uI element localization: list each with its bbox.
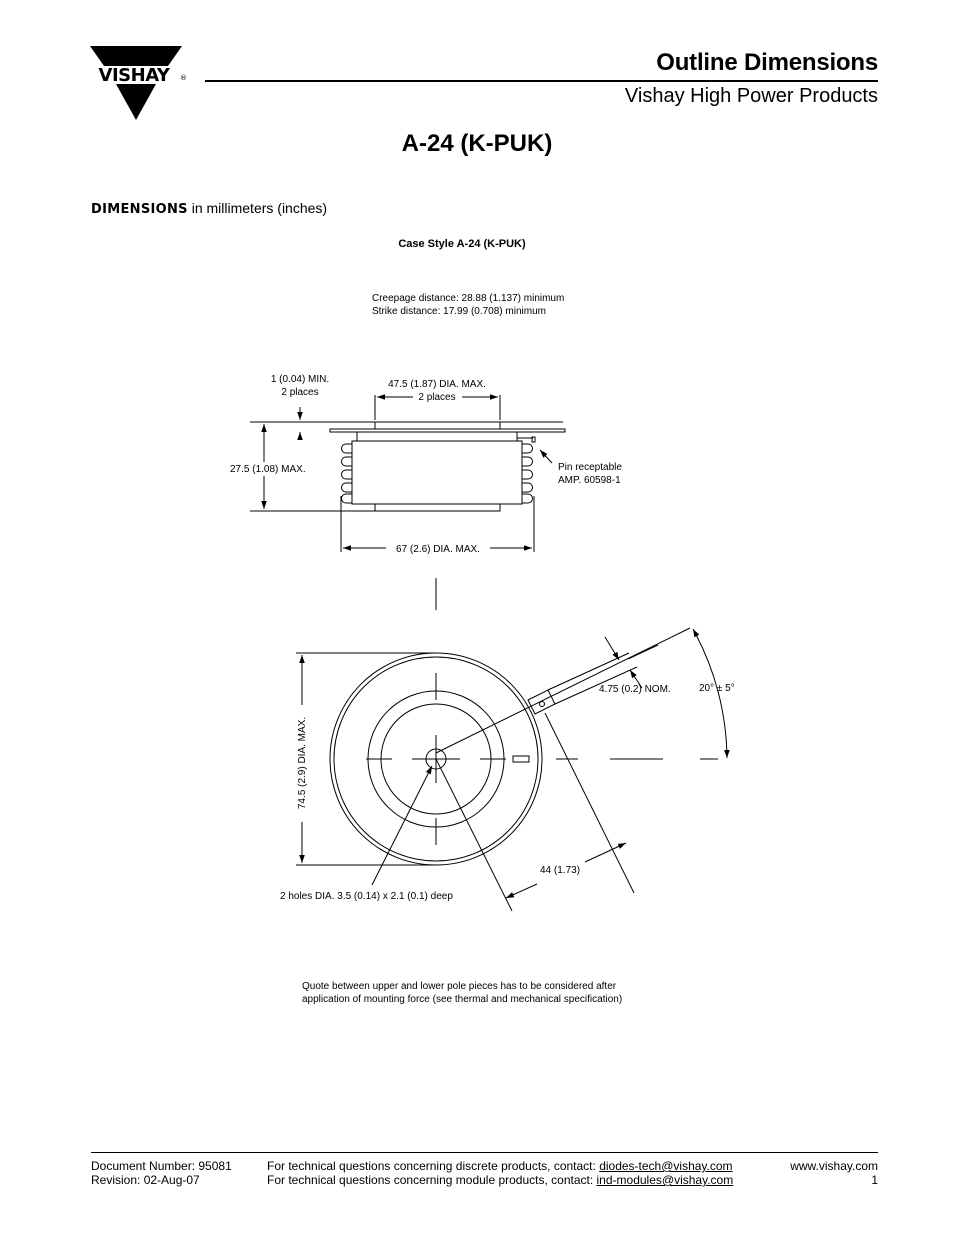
discrete-email-link[interactable]: diodes-tech@vishay.com <box>599 1159 733 1173</box>
document-number: Document Number: 95081 <box>91 1159 232 1173</box>
discrete-contact <box>267 1159 733 1173</box>
revision-date: Revision: 02-Aug-07 <box>91 1173 200 1187</box>
logo-brand: VISHAY <box>98 65 170 86</box>
page-subtitle: Vishay High Power Products <box>624 85 878 107</box>
flange-dia-label: 74.5 (2.9) DIA. MAX. <box>297 716 308 810</box>
case-style-caption: Case Style A-24 (K-PUK) <box>398 238 526 250</box>
dimensions-units: in millimeters (inches) <box>187 200 328 216</box>
lower-pole-piece <box>375 504 500 511</box>
lead-width-label: 4.75 (0.2) NOM. <box>599 684 671 695</box>
min-gap-places: 2 places <box>281 387 319 398</box>
upper-pole-piece <box>375 422 500 429</box>
holes-label: 2 holes DIA. 3.5 (0.14) x 2.1 (0.1) deep <box>280 891 453 902</box>
page-number: 1 <box>871 1173 878 1187</box>
case-heading: A-24 (K-PUK) <box>401 130 553 157</box>
angle-label: 20° ± 5° <box>699 683 735 694</box>
footer-doc-info <box>91 1159 232 1187</box>
mounting-note <box>302 980 622 1006</box>
module-contact-text: For technical questions concerning module products, contact: <box>267 1173 597 1187</box>
min-gap-label: 1 (0.04) MIN. <box>270 374 330 385</box>
pin-part-number: AMP. 60598-1 <box>558 475 621 486</box>
website-link[interactable]: www.vishay.com <box>790 1159 878 1173</box>
logo-registered-mark: ® <box>180 74 187 82</box>
module-contact <box>267 1173 733 1187</box>
pole-dia-places: 2 places <box>418 392 456 403</box>
mounting-note-line: application of mounting force (see thermal and mechanical specification) <box>302 994 623 1005</box>
footer-rule <box>91 1152 878 1153</box>
discrete-contact-text: For technical questions concerning discrete products, contact: <box>267 1159 600 1173</box>
housing-fins <box>342 444 533 503</box>
height-label: 27.5 (1.08) MAX. <box>230 464 306 475</box>
footer-site <box>790 1159 878 1187</box>
page-title: Outline Dimensions <box>656 49 878 76</box>
pin-label: Pin receptable <box>558 462 622 473</box>
pole-dia-label: 47.5 (1.87) DIA. MAX. <box>388 379 486 390</box>
footer-contacts <box>267 1159 733 1187</box>
body-dia-label: 67 (2.6) DIA. MAX. <box>396 544 480 555</box>
module-email-link[interactable]: ind-modules@vishay.com <box>596 1173 734 1187</box>
strike-line: Strike distance: 17.99 (0.708) minimum <box>372 306 546 317</box>
upper-cap <box>357 432 517 441</box>
dimensions-bold: DIMENSIONS <box>91 202 188 217</box>
creepage-line: Creepage distance: 28.88 (1.137) minimum <box>372 293 565 304</box>
lead-length-label: 44 (1.73) <box>540 865 581 876</box>
mounting-note-line: Quote between upper and lower pole pieces has to be considered after <box>302 981 617 992</box>
